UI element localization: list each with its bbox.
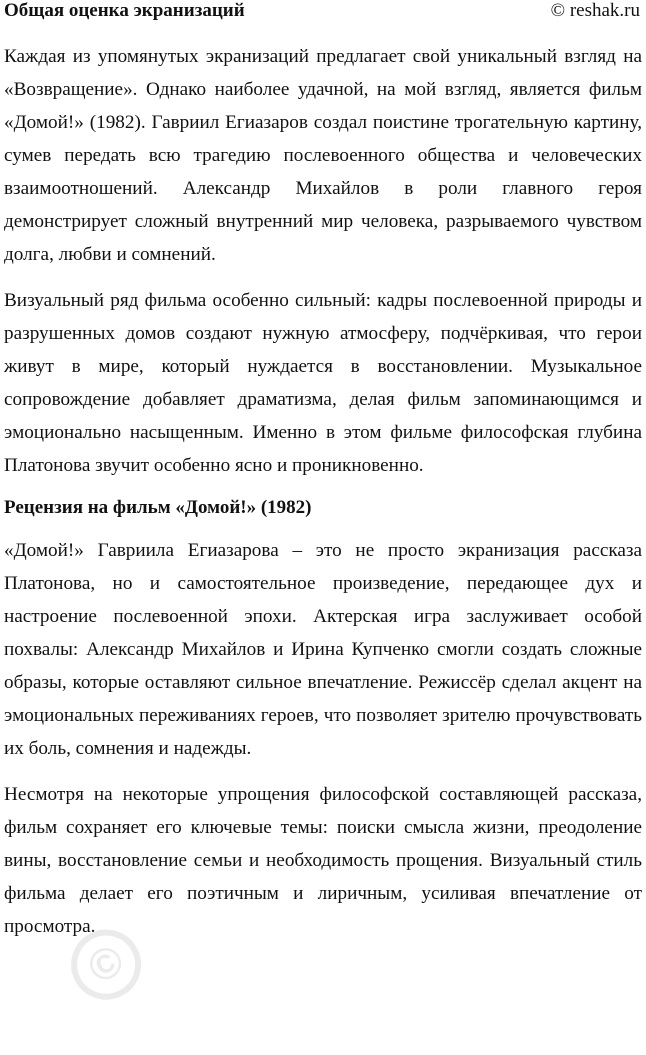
section-title: Общая оценка экранизаций bbox=[4, 0, 245, 21]
paragraph-2: Визуальный ряд фильма особенно сильный: кадры послевоенной природы и разрушенных домов создают нужную атмосферу, подчёркивая, что герои живут в мире, который нуждается в восстановлении. Музыкальное сопровождение добавляет драматизма, делая фильм запоминающимся и эмоционально насыщенным. Именно в этом фильме философская глубина Платонова звучит особенно ясно и проникновенно. bbox=[4, 290, 642, 476]
review-heading: Рецензия на фильм «Домой!» (1982) bbox=[4, 497, 312, 518]
document-body bbox=[4, 40, 642, 943]
paragraph-3: «Домой!» Гавриила Егиазарова – это не просто экранизация рассказа Платонова, но и самостоятельное произведение, передающее дух и настроение послевоенной эпохи. Актерская игра заслуживает особой похвалы: Александр Михайлов и Ирина Купченко смогли создать сложные образы, которые оставляют сильное впечатление. Режиссёр сделал акцент на эмоциональных переживаниях героев, что позволяет зрителю прочувствовать их боль, сомнения и надежды. bbox=[4, 540, 642, 759]
paragraph-4: Несмотря на некоторые упрощения философской составляющей рассказа, фильм сохраняет его ключевые темы: поиски смысла жизни, преодоление вины, восстановление семьи и необходимость прощения. Визуальный стиль фильма делает его поэтичным и лиричным, усиливая впечатление от просмотра. bbox=[4, 784, 642, 937]
paragraph-1: Каждая из упомянутых экранизаций предлагает свой уникальный взгляд на «Возвращение». Однако наиболее удачной, на мой взгляд, является фильм «Домой!» (1982). Гавриил Егиазаров создал поистине трогательную картину, сумев передать всю трагедию послевоенного общества и человеческих взаимоотношений. Александр Михайлов в роли главного героя демонстрирует сложный внутренний мир человека, разрываемого чувством долга, любви и сомнений. bbox=[4, 46, 642, 265]
watermark-circle-icon: © bbox=[59, 917, 154, 1012]
copyright-label: © reshak.ru bbox=[550, 0, 640, 21]
page-header bbox=[4, 0, 640, 26]
